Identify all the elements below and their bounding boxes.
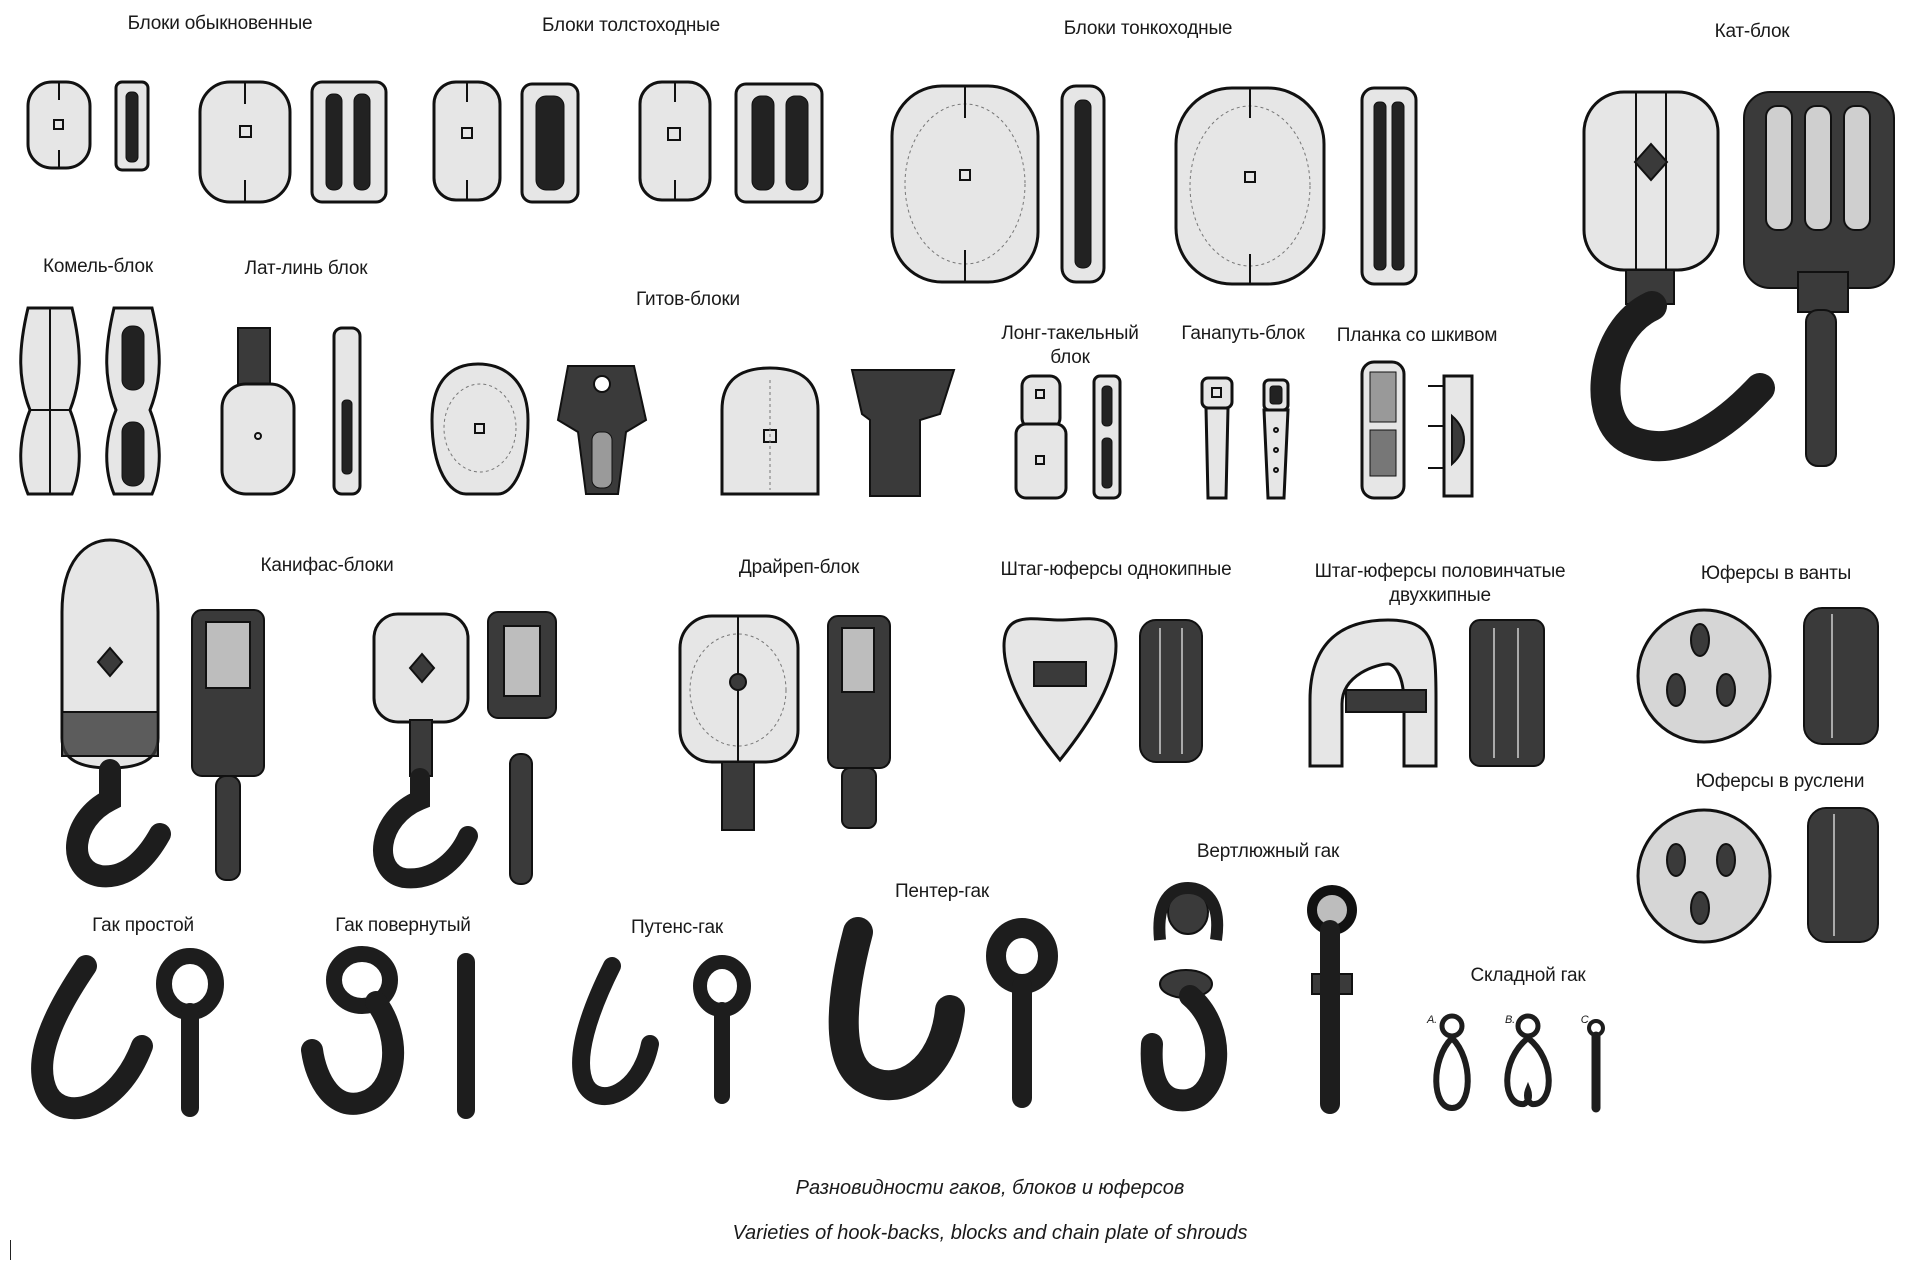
half-double-stay-deadeyes-illustration [1310, 620, 1544, 766]
label-ordinary-blocks: Блоки обыкновенные [127, 13, 313, 34]
futtock-hook-illustration [581, 962, 744, 1096]
label-half-double-stay-deadeyes-line2: двухкипные [1389, 585, 1491, 606]
ganaput-block-illustration [1202, 378, 1288, 498]
shroud-deadeyes-illustration [1638, 608, 1878, 744]
thick-blocks-illustration [434, 82, 822, 202]
swivel-hook-illustration [1152, 888, 1352, 1104]
fish-hook-illustration [844, 928, 1048, 1098]
label-fish-hook: Пентер-гак [894, 881, 990, 902]
label-gitov-blocks: Гитов-блоки [636, 289, 740, 310]
long-tackle-block-illustration [1016, 376, 1120, 498]
ordinary-blocks-illustration [28, 82, 386, 202]
single-stay-deadeyes-illustration [1004, 619, 1202, 762]
channel-deadeyes-illustration [1638, 808, 1878, 942]
label-folding-hook-variant-a: A. [1427, 1014, 1437, 1026]
label-long-tackle-block-line1: Лонг-такельный [1001, 323, 1139, 344]
label-folding-hook-variant-b: B. [1505, 1014, 1515, 1026]
label-lat-lin-block: Лат-линь блок [244, 258, 368, 279]
label-turned-hook: Гак повернутый [335, 915, 471, 936]
label-cheek-plate-with-sheave: Планка со шкивом [1336, 325, 1498, 346]
label-folding-hook: Складной гак [1470, 965, 1586, 986]
label-folding-hook-variant-c: C. [1580, 1014, 1592, 1026]
turned-hook-illustration [312, 954, 466, 1110]
label-single-stay-deadeyes: Штаг-юферсы однокипные [1000, 559, 1232, 580]
caption-english: Varieties of hook-backs, blocks and chain plate of shrouds [732, 1222, 1248, 1244]
label-cat-block: Кат-блок [1714, 21, 1790, 42]
caption-russian: Разновидности гаков, блоков и юферсов [795, 1177, 1185, 1199]
margin-mark [10, 1240, 11, 1260]
label-futtock-hook: Путенс-гак [631, 917, 723, 938]
cat-block-illustration [1584, 92, 1894, 466]
thin-blocks-illustration [892, 86, 1416, 284]
label-komel-block: Комель-блок [43, 256, 153, 277]
snatch-blocks-illustration [62, 540, 556, 884]
dryrep-block-illustration [680, 616, 890, 830]
lat-lin-block-illustration [222, 328, 360, 494]
label-long-tackle-block-line2: блок [1050, 347, 1090, 368]
label-thin-blocks: Блоки тонкоходные [1063, 18, 1233, 39]
cheek-plate-with-sheave-illustration [1362, 362, 1472, 498]
label-simple-hook: Гак простой [92, 915, 194, 936]
label-thick-blocks: Блоки толстоходные [541, 15, 721, 36]
simple-hook-illustration [42, 956, 216, 1108]
label-shroud-deadeyes: Юферсы в ванты [1700, 563, 1852, 584]
label-dryrep-block: Драйреп-блок [738, 557, 860, 578]
label-ganaput-block: Ганапуть-блок [1181, 323, 1305, 344]
label-half-double-stay-deadeyes-line1: Штаг-юферсы половинчатые [1314, 561, 1566, 582]
label-swivel-hook: Вертлюжный гак [1196, 841, 1340, 862]
gitov-blocks-illustration [432, 364, 954, 496]
komel-block-illustration [21, 308, 160, 494]
folding-hook-illustration [1436, 1016, 1603, 1108]
label-snatch-blocks: Канифас-блоки [260, 555, 394, 576]
label-channel-deadeyes: Юферсы в руслени [1695, 771, 1865, 792]
